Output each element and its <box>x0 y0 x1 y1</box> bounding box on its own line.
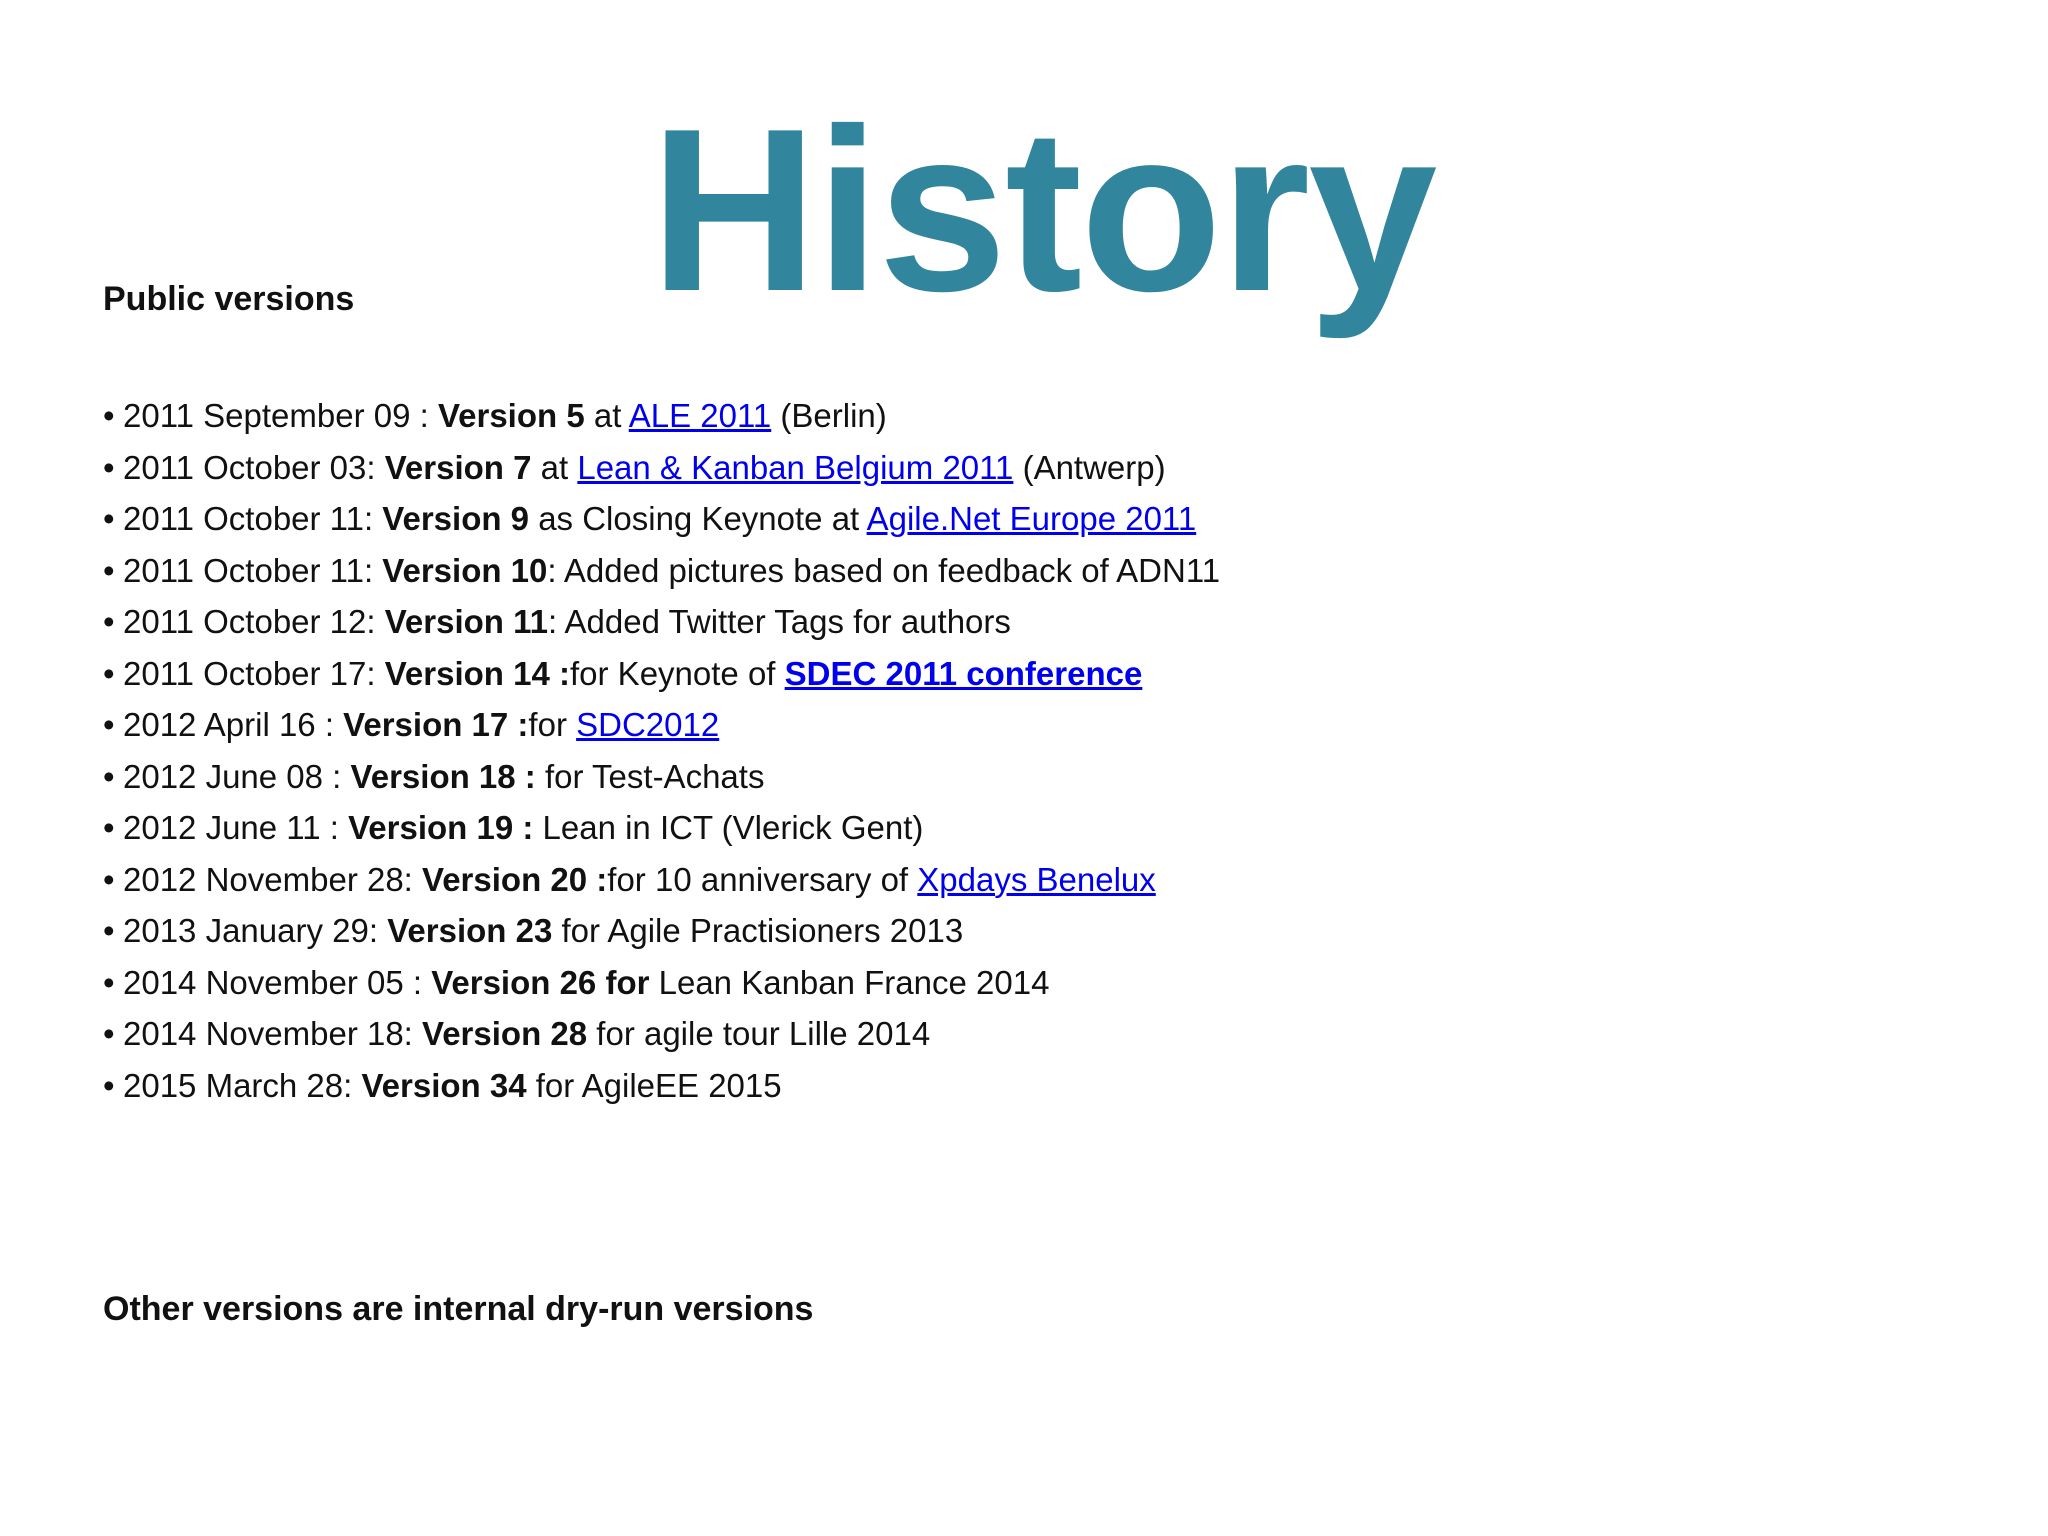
version-date: 2011 October 12: <box>123 603 385 640</box>
version-date: 2011 October 03: <box>123 448 385 486</box>
version-date: 2012 June 08 : <box>123 757 351 795</box>
version-label: Version 17 : <box>343 706 529 743</box>
bullet: • <box>103 1015 115 1052</box>
bullet: • <box>103 500 115 537</box>
version-tail: (Antwerp) <box>1013 448 1166 486</box>
version-label: Version 7 <box>384 448 532 486</box>
version-date: 2013 January 29: <box>123 912 388 949</box>
version-date: 2015 March 28: <box>123 1066 362 1104</box>
version-item <box>103 442 1220 494</box>
version-text: at <box>584 397 629 434</box>
bullet: • <box>103 809 115 846</box>
version-text: for <box>528 706 577 743</box>
event-link[interactable]: SDC2012 <box>576 706 720 743</box>
version-date: 2011 September 09 : <box>123 397 438 434</box>
bullet: • <box>103 551 115 589</box>
version-item <box>103 905 1220 957</box>
version-item <box>103 699 1220 751</box>
bullet: • <box>103 860 115 898</box>
version-list <box>103 390 1220 1111</box>
version-label: Version 34 <box>361 1066 527 1104</box>
version-text: : Added Twitter Tags for authors <box>548 603 1011 640</box>
version-label: Version 19 : <box>348 809 534 846</box>
version-text: for Test-Achats <box>535 757 765 795</box>
version-label: Version 20 : <box>422 860 608 898</box>
version-item <box>103 648 1220 700</box>
bullet: • <box>103 448 115 486</box>
version-label: Version 18 : <box>350 757 536 795</box>
version-label: Version 11 <box>384 603 549 640</box>
version-tail: (Berlin) <box>771 397 887 434</box>
event-link[interactable]: SDEC 2011 conference <box>784 654 1143 692</box>
version-item <box>103 957 1220 1009</box>
version-item <box>103 1060 1220 1112</box>
version-date: 2012 April 16 : <box>123 706 344 743</box>
version-text: for Agile Practisioners 2013 <box>552 912 964 949</box>
bullet: • <box>103 757 115 795</box>
version-date: 2011 October 11: <box>123 500 383 537</box>
version-label: Version 10 <box>382 551 548 589</box>
version-text: for Keynote of <box>570 654 785 692</box>
event-link[interactable]: Lean & Kanban Belgium 2011 <box>577 448 1014 486</box>
footer-note: Other versions are internal dry-run versions <box>103 1290 814 1328</box>
bullet: • <box>103 654 115 692</box>
bullet: • <box>103 603 115 640</box>
version-label: Version 5 <box>437 397 585 434</box>
version-label: Version 26 for <box>431 963 650 1001</box>
version-item <box>103 596 1220 648</box>
version-item <box>103 751 1220 803</box>
bullet: • <box>103 706 115 743</box>
bullet: • <box>103 912 115 949</box>
version-text: Lean in ICT (Vlerick Gent) <box>533 809 924 846</box>
version-label: Version 9 <box>382 500 530 537</box>
version-text: for 10 anniversary of <box>607 860 918 898</box>
version-date: 2011 October 11: <box>123 551 383 589</box>
version-label: Version 14 : <box>384 654 570 692</box>
bullet: • <box>103 963 115 1001</box>
version-item <box>103 1008 1220 1060</box>
section-heading-public-versions: Public versions <box>103 280 355 318</box>
version-date: 2012 November 28: <box>123 860 423 898</box>
page-title: History <box>650 81 1436 340</box>
version-item <box>103 854 1220 906</box>
version-text: at <box>531 448 578 486</box>
version-item <box>103 802 1220 854</box>
version-label: Version 23 <box>387 912 553 949</box>
version-text: for AgileEE 2015 <box>526 1066 782 1104</box>
version-date: 2012 June 11 : <box>123 809 349 846</box>
version-text: for agile tour Lille 2014 <box>587 1015 931 1052</box>
version-item <box>103 493 1220 545</box>
version-text: Lean Kanban France 2014 <box>649 963 1050 1001</box>
version-text: as Closing Keynote at <box>529 500 867 537</box>
bullet: • <box>103 1066 115 1104</box>
bullet: • <box>103 397 115 434</box>
version-item <box>103 390 1220 442</box>
version-text: : Added pictures based on feedback of ADN11 <box>547 551 1221 589</box>
event-link[interactable]: Agile.Net Europe 2011 <box>866 500 1197 537</box>
event-link[interactable]: Xpdays Benelux <box>917 860 1156 898</box>
version-date: 2014 November 18: <box>123 1015 423 1052</box>
version-item <box>103 545 1220 597</box>
version-date: 2011 October 17: <box>123 654 385 692</box>
version-label: Version 28 <box>422 1015 588 1052</box>
version-date: 2014 November 05 : <box>123 963 432 1001</box>
event-link[interactable]: ALE 2011 <box>628 397 772 434</box>
